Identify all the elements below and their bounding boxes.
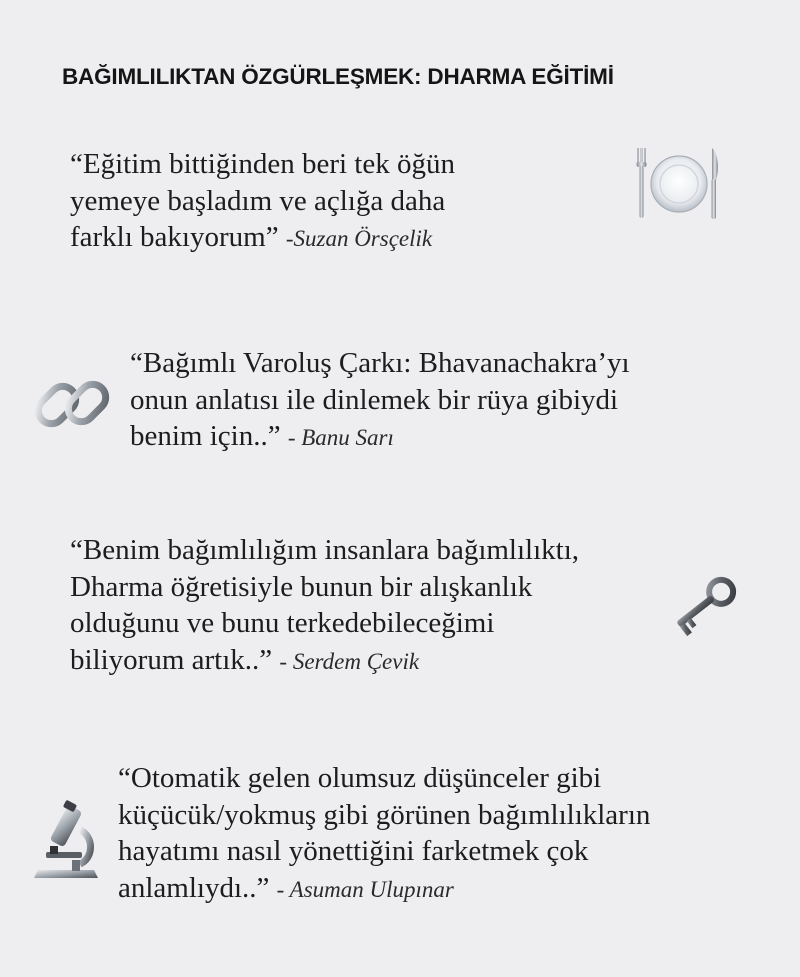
microscope-icon [28, 800, 108, 882]
author-name: -Suzan Örsçelik [285, 226, 433, 251]
page-title: BAĞIMLILIKTAN ÖZGÜRLEŞMEK: DHARMA EĞİTİMİ [62, 64, 614, 89]
author-name: - Asuman Ulupınar [276, 876, 454, 902]
quote-line: biliyorum artık..” [70, 643, 273, 676]
testimonial-2 [130, 345, 630, 457]
testimonial-4 [118, 760, 650, 908]
quote-line: “Benim bağımlılığım insanlara bağımlılıktı, [70, 534, 580, 566]
quote-line: yemeye başladım ve açlığa daha [70, 184, 446, 217]
quote-line: farklı bakıyorum” [70, 221, 279, 253]
quote-line: “Eğitim bittiğinden beri tek öğün [70, 148, 455, 180]
testimonial-1 [70, 146, 455, 258]
quote-line: Dharma öğretisiyle bunun bir alışkanlık [70, 570, 533, 603]
quote-line: “Otomatik gelen olumsuz düşünceler gibi [118, 762, 602, 794]
quote-line: onun anlatısı ile dinlemek bir rüya gibiydi [130, 383, 619, 416]
quote-line: “Bağımlı Varoluş Çarkı: Bhavanachakra’yı [130, 347, 630, 379]
chain-link-icon [30, 362, 116, 446]
quote-line: hayatımı nasıl yönettiğini farketmek çok [118, 835, 589, 867]
quote-line: anlamlıydı..” [118, 871, 270, 904]
fork-knife-plate-icon [632, 146, 724, 222]
author-name: - Serdem Çevik [279, 648, 420, 674]
quote-line: olduğunu ve bunu terkedebileceğimi [70, 607, 495, 639]
testimonial-3 [70, 532, 579, 680]
old-key-icon [662, 570, 744, 642]
quote-line: benim için..” [130, 420, 281, 452]
author-name: - Banu Sarı [287, 425, 394, 450]
quote-line: küçücük/yokmuş gibi görünen bağımlılıkların [118, 798, 651, 831]
